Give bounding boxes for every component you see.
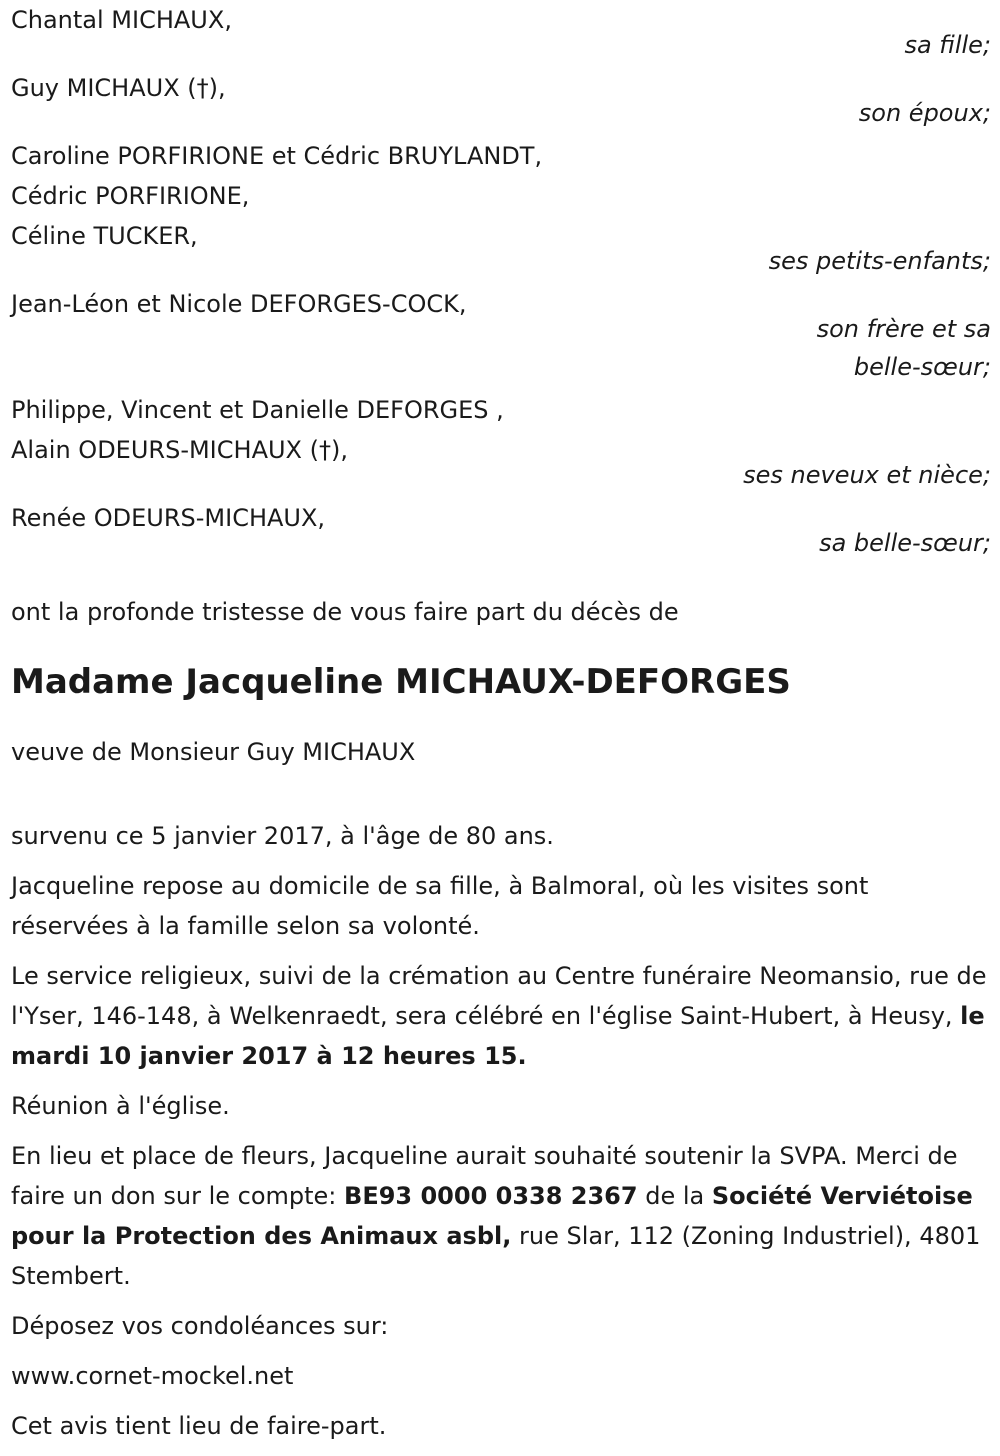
service-date: le mardi 10 janvier 2017 à 12 heures 15. (11, 1002, 985, 1070)
announcement-intro: ont la profonde tristesse de vous faire part du décès de (11, 598, 679, 626)
obituary-notice (11, 0, 991, 1456)
deceased-name: Madame Jacqueline MICHAUX-DEFORGES (11, 662, 791, 702)
family-name: Philippe, Vincent et Danielle DEFORGES , (11, 396, 504, 424)
family-name: Cédric PORFIRIONE, (11, 182, 250, 210)
family-name: Caroline PORFIRIONE et Cédric BRUYLANDT, (11, 142, 543, 170)
family-group (11, 390, 991, 494)
family-role: sa belle-sœur; (819, 529, 991, 557)
service-text: Le service religieux, suivi de la crémation au Centre funéraire Neomansio, rue de l'Yser, 146-148, à Welkenraedt, sera célébré en l'église Saint-Hubert, à Heusy, (11, 962, 987, 1030)
condolences-label: Déposez vos condoléances sur: (11, 1312, 389, 1340)
family-role: son époux; (858, 99, 991, 127)
family-role: ses neveux et nièce; (743, 461, 991, 489)
family-group (11, 284, 991, 386)
website-link[interactable]: www.cornet-mockel.net (11, 1362, 294, 1390)
reunion-info: Réunion à l'église. (11, 1092, 230, 1120)
repose-info: Jacqueline repose au domicile de sa fille, à Balmoral, où les visites sont réservées à la famille selon sa volonté. (11, 872, 869, 940)
donation-info (11, 1136, 991, 1296)
bank-account: BE93 0000 0338 2367 (344, 1182, 638, 1210)
service-info (11, 956, 991, 1076)
family-name: Alain ODEURS-MICHAUX (†), (11, 436, 348, 464)
family-role: son frère et sa (816, 315, 991, 343)
organization-name: Société Verviétoise pour la Protection des Animaux asbl, (11, 1182, 973, 1250)
family-name: Jean-Léon et Nicole DEFORGES-COCK, (11, 290, 467, 318)
family-name: Chantal MICHAUX, (11, 6, 232, 34)
family-role: sa fille; (904, 31, 991, 59)
family-group (11, 68, 991, 132)
family-group (11, 136, 991, 280)
family-list (11, 0, 991, 562)
family-name: Renée ODEURS-MICHAUX, (11, 504, 326, 532)
donation-text: En lieu et place de fleurs, Jacqueline aurait souhaité soutenir la SVPA. Merci de faire un don sur le compte: (11, 1142, 958, 1210)
family-group (11, 0, 991, 64)
widow-line: veuve de Monsieur Guy MICHAUX (11, 738, 416, 766)
donation-text: de la (637, 1182, 712, 1210)
family-name: Céline TUCKER, (11, 222, 198, 250)
death-info: survenu ce 5 janvier 2017, à l'âge de 80 ans. (11, 822, 554, 850)
family-role: belle-sœur; (853, 353, 991, 381)
family-name: Guy MICHAUX (†), (11, 74, 226, 102)
organization-address: rue Slar, 112 (Zoning Industriel), 4801 Stembert. (11, 1222, 981, 1290)
family-group (11, 498, 991, 562)
closing-note: Cet avis tient lieu de faire-part. (11, 1412, 387, 1440)
family-role: ses petits-enfants; (768, 247, 991, 275)
